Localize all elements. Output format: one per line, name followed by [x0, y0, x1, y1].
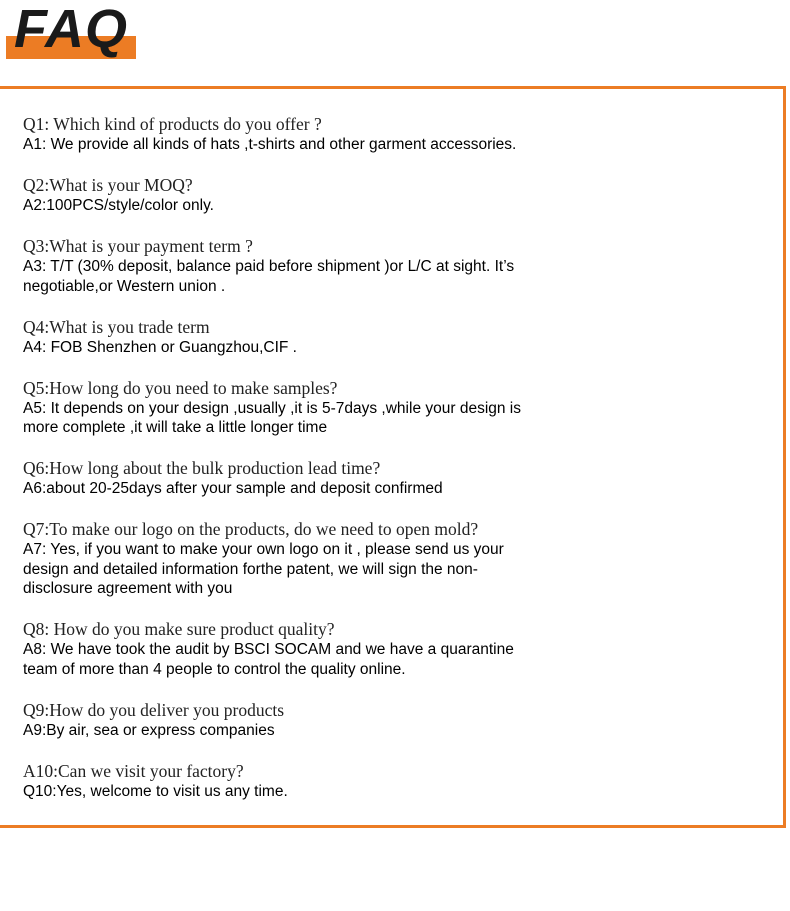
faq-list [23, 114, 583, 822]
answer-line: A4: FOB Shenzhen or Guangzhou,CIF . [23, 338, 297, 356]
question: Q6:How long about the bulk production lead time? [23, 458, 381, 478]
answer-line: A2:100PCS/style/color only. [23, 197, 214, 214]
question: Q3:What is your payment term ? [23, 236, 253, 256]
answer-line: A8: We have took the audit by BSCI SOCAM and we have a quarantine [23, 641, 514, 658]
answer-line: A6:about 20-25days after your sample and deposit confirmed [23, 480, 443, 497]
faq-item-9 [23, 700, 583, 741]
question: Q4:What is you trade term [23, 316, 210, 337]
answer-line: A5: It depends on your design ,usually ,it is 5-7days ,while your design is [23, 399, 521, 417]
question: A10:Can we visit your factory? [23, 760, 244, 781]
answer-line: A1: We provide all kinds of hats ,t-shirts and other garment accessories. [23, 136, 517, 153]
faq-item-1 [23, 114, 583, 155]
answer-line: A9:By air, sea or express companies [23, 721, 275, 739]
page-title: FAQ [14, 0, 129, 59]
faq-item-5 [23, 378, 583, 438]
faq-item-4 [23, 317, 583, 358]
question: Q1: Which kind of products do you offer ? [23, 114, 322, 134]
answer-line: negotiable,or Western union . [23, 277, 226, 295]
answer-line: design and detailed information forthe patent, we will sign the non- [23, 560, 478, 578]
faq-item-8 [23, 619, 583, 679]
answer-line: A3: T/T (30% deposit, balance paid before shipment )or L/C at sight. It’s [23, 258, 515, 275]
answer-line: more complete ,it will take a little longer time [23, 419, 328, 436]
faq-item-2 [23, 175, 583, 216]
question: Q8: How do you make sure product quality? [23, 619, 335, 639]
faq-item-3 [23, 236, 583, 296]
answer-line: Q10:Yes, welcome to visit us any time. [23, 782, 288, 800]
answer-line: team of more than 4 people to control the quality online. [23, 660, 406, 678]
faq-header [0, 0, 140, 62]
answer-line: A7: Yes, if you want to make your own logo on it , please send us your [23, 541, 504, 558]
answer-line: disclosure agreement with you [23, 580, 233, 597]
question: Q9:How do you deliver you products [23, 699, 285, 720]
question: Q5:How long do you need to make samples? [23, 377, 338, 398]
question: Q7:To make our logo on the products, do we need to open mold? [23, 519, 479, 539]
question: Q2:What is your MOQ? [23, 175, 193, 195]
faq-item-6 [23, 458, 583, 499]
faq-item-10 [23, 761, 583, 802]
faq-item-7 [23, 519, 583, 599]
